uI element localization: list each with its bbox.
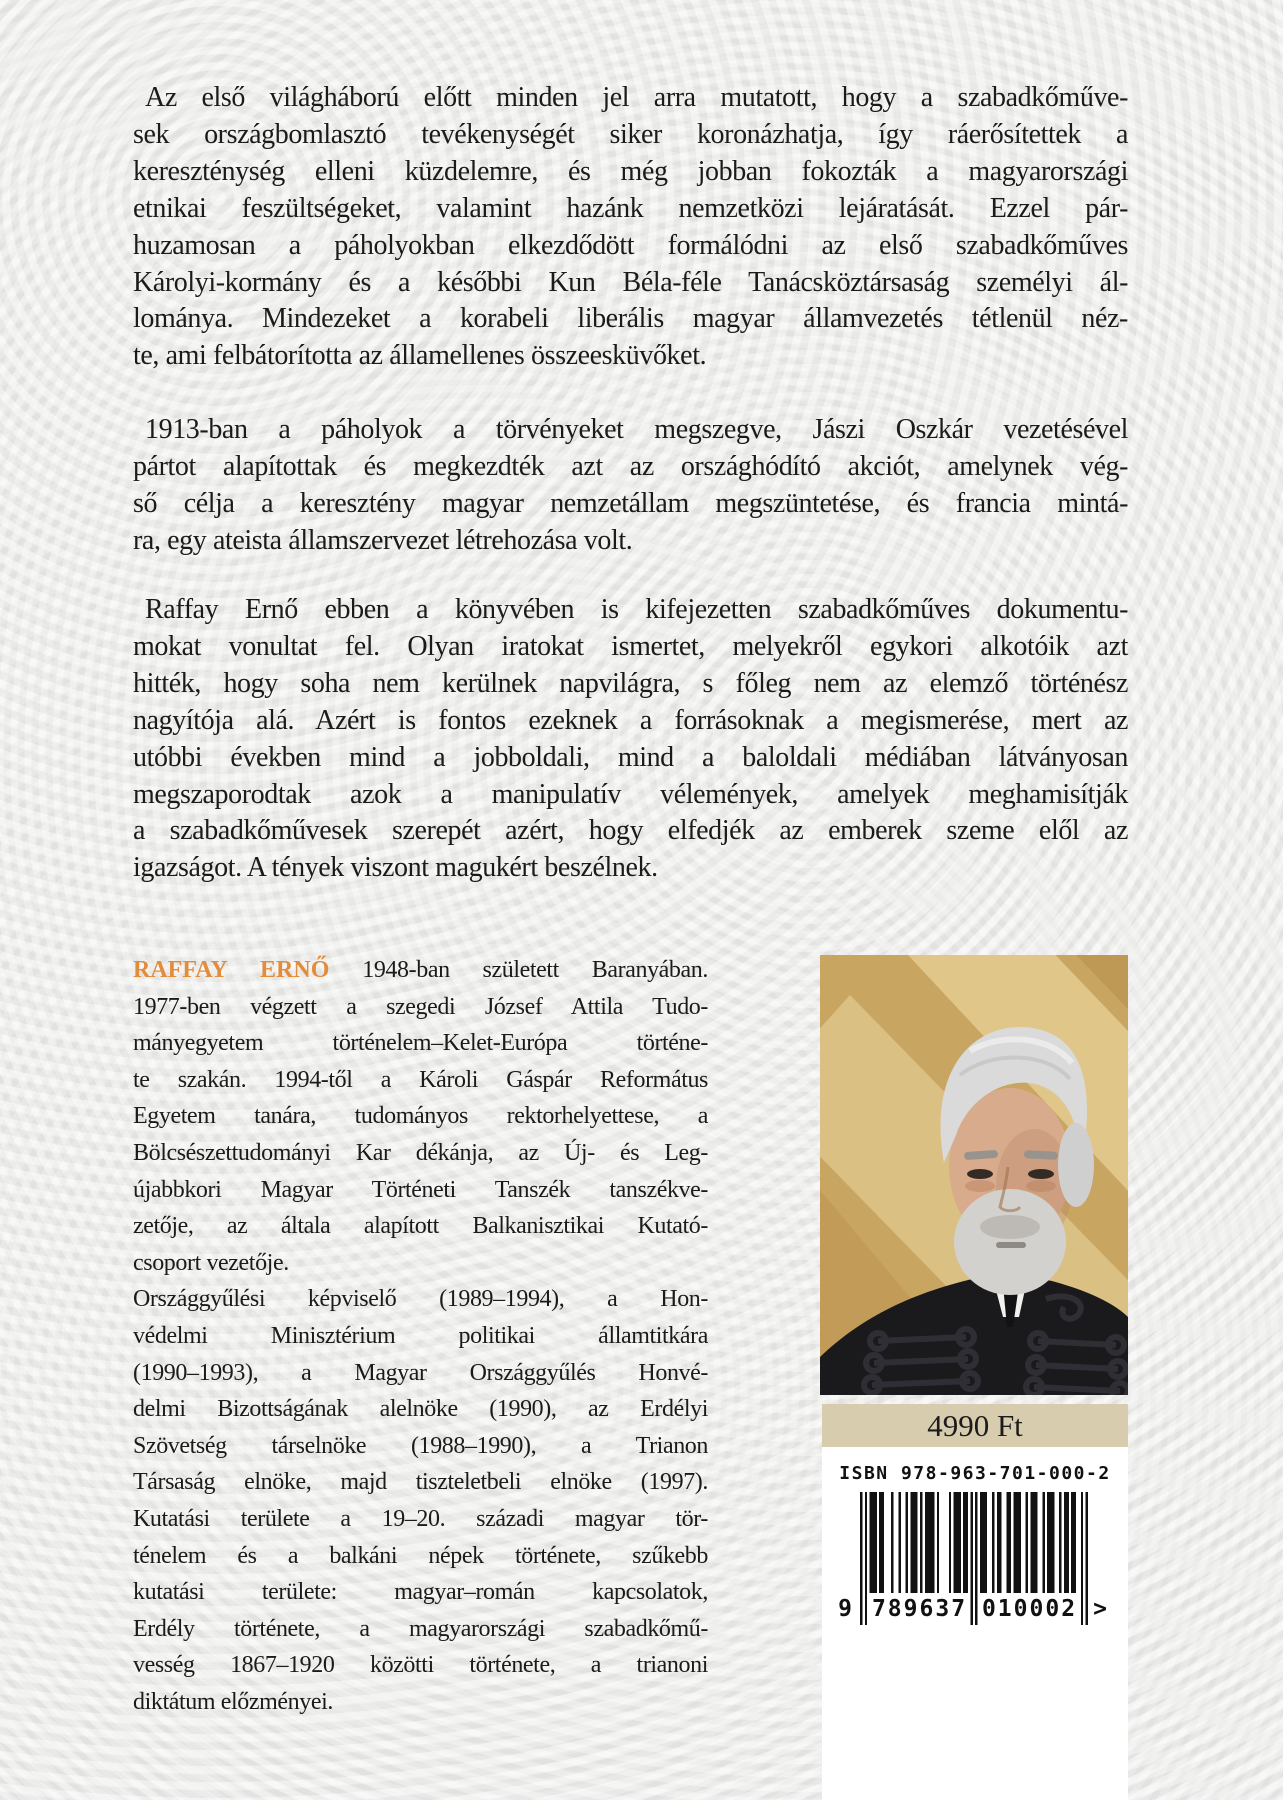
synopsis-line: lománya. Mindezeket a korabeli liberális magyar államvezetés tétlenül néz- bbox=[133, 303, 1128, 335]
bio-line: csoport vezetője. bbox=[133, 1249, 289, 1276]
author-photo bbox=[820, 955, 1128, 1395]
barcode-digits-group2: 010002 bbox=[980, 1593, 1079, 1625]
barcode-digits-group1: 789637 bbox=[870, 1593, 969, 1625]
synopsis-line: Raffay Ernő ebben a könyvében is kifejezetten szabadkőműves dokumentu- bbox=[145, 594, 1128, 625]
synopsis-line: pártot alapítottak és megkezdték azt az országhódító akciót, amelynek vég- bbox=[133, 450, 1128, 482]
synopsis-line: 1913-ban a páholyok a törvényeket megszegve, Jászi Oszkár vezetésével bbox=[145, 414, 1128, 445]
bio-line: újabbkori Magyar Történeti Tanszék tanszékve- bbox=[133, 1176, 708, 1203]
bio-line: zetője, az általa alapított Balkanisztikai Kutató- bbox=[133, 1213, 708, 1240]
bio-line: vesség 1867–1920 közötti története, a trianoni bbox=[133, 1652, 708, 1679]
synopsis-line: ra, egy ateista államszervezet létrehozása volt. bbox=[133, 524, 633, 556]
synopsis-paragraph-3 bbox=[133, 592, 1128, 887]
bio-line: Egyetem tanára, tudományos rektorhelyettese, a bbox=[133, 1103, 708, 1130]
synopsis-line: Károlyi-kormány és a későbbi Kun Béla-féle Tanácsköztársaság személyi ál- bbox=[133, 266, 1128, 298]
barcode-digit-lead: 9 bbox=[838, 1596, 854, 1622]
synopsis-line: etnikai feszültségeket, valamint hazánk nemzetközi lejáratását. Ezzel pár- bbox=[133, 192, 1128, 224]
bio-line: védelmi Minisztérium politikai államtitkára bbox=[133, 1322, 708, 1349]
bio-line: Szövetség társelnöke (1988–1990), a Trianon bbox=[133, 1432, 708, 1459]
synopsis-line: te, ami felbátorította az államellenes összeesküvőket. bbox=[133, 340, 707, 372]
bio-line: diktátum előzményei. bbox=[133, 1688, 333, 1715]
bio-line: te szakán. 1994-től a Károli Gáspár Református bbox=[133, 1066, 708, 1093]
synopsis-paragraph-2 bbox=[133, 412, 1128, 560]
isbn-box bbox=[822, 1447, 1128, 1800]
price-label: 4990 Ft bbox=[927, 1407, 1023, 1443]
synopsis-line: mokat vonultat fel. Olyan iratokat ismertet, melyekről egykori alkotóik azt bbox=[133, 630, 1128, 662]
synopsis-line: utóbbi években mind a jobboldali, mind a baloldali médiában látványosan bbox=[133, 741, 1128, 773]
bio-line: ténelem és a balkáni népek története, szűkebb bbox=[133, 1542, 708, 1569]
bio-line: kutatási területe: magyar–román kapcsolatok, bbox=[133, 1579, 708, 1606]
bio-line: Bölcsészettudományi Kar dékánja, az Új- és Leg- bbox=[133, 1139, 708, 1166]
bio-line: mányegyetem történelem–Kelet-Európa történe- bbox=[133, 1030, 708, 1057]
barcode bbox=[840, 1492, 1110, 1634]
barcode-trail-chevron: > bbox=[1093, 1596, 1109, 1622]
synopsis-line: nagyítója alá. Azért is fontos ezeknek a forrásoknak a megismerése, mert az bbox=[133, 704, 1128, 736]
synopsis-line: a szabadkőművesek szerepét azért, hogy elfedjék az emberek szeme elől az bbox=[133, 815, 1128, 847]
synopsis-line: kereszténység elleni küzdelemre, és még jobban fokozták a magyarországi bbox=[133, 155, 1128, 187]
synopsis-line: megszaporodtak azok a manipulatív vélemények, amelyek meghamisítják bbox=[133, 778, 1128, 810]
synopsis-line: ső célja a keresztény magyar nemzetállam megszüntetése, és francia mintá- bbox=[133, 487, 1128, 519]
bio-line: 1977-ben végzett a szegedi József Attila Tudo- bbox=[133, 993, 708, 1020]
bio-line: (1990–1993), a Magyar Országgyűlés Honvé- bbox=[133, 1359, 708, 1386]
synopsis-line: sek országbomlasztó tevékenységét siker koronázhatja, így ráerősítettek a bbox=[133, 118, 1128, 150]
bio-line bbox=[133, 952, 708, 989]
bio-line: Országgyűlési képviselő (1989–1994), a Hon- bbox=[133, 1286, 708, 1313]
bio-line: Erdély története, a magyarországi szabadkőmű- bbox=[133, 1615, 708, 1642]
author-bio bbox=[133, 952, 708, 1720]
bio-line: delmi Bizottságának alelnöke (1990), az Erdélyi bbox=[133, 1396, 708, 1423]
price-band bbox=[822, 1404, 1128, 1447]
synopsis-paragraph-1 bbox=[133, 80, 1128, 375]
synopsis-line: Az első világháború előtt minden jel arra mutatott, hogy a szabadkőműve- bbox=[145, 82, 1128, 113]
author-photo-illustration bbox=[820, 955, 1128, 1395]
bio-line: Kutatási területe a 19–20. századi magyar tör- bbox=[133, 1505, 708, 1532]
synopsis-line: huzamosan a páholyokban elkezdődött formálódni az első szabadkőműves bbox=[133, 229, 1128, 261]
synopsis-line: hitték, hogy soha nem kerülnek napvilágra, s főleg nem az elemző történész bbox=[133, 667, 1128, 699]
bio-line-text: 1948-ban született Baranyában. bbox=[362, 957, 708, 983]
bio-line: Társaság elnöke, majd tiszteletbeli elnöke (1997). bbox=[133, 1469, 708, 1496]
isbn-label: ISBN 978-963-701-000-2 bbox=[839, 1463, 1111, 1484]
author-name: RAFFAY ERNŐ bbox=[133, 957, 330, 983]
synopsis-line: igazságot. A tények viszont magukért beszélnek. bbox=[133, 852, 658, 884]
